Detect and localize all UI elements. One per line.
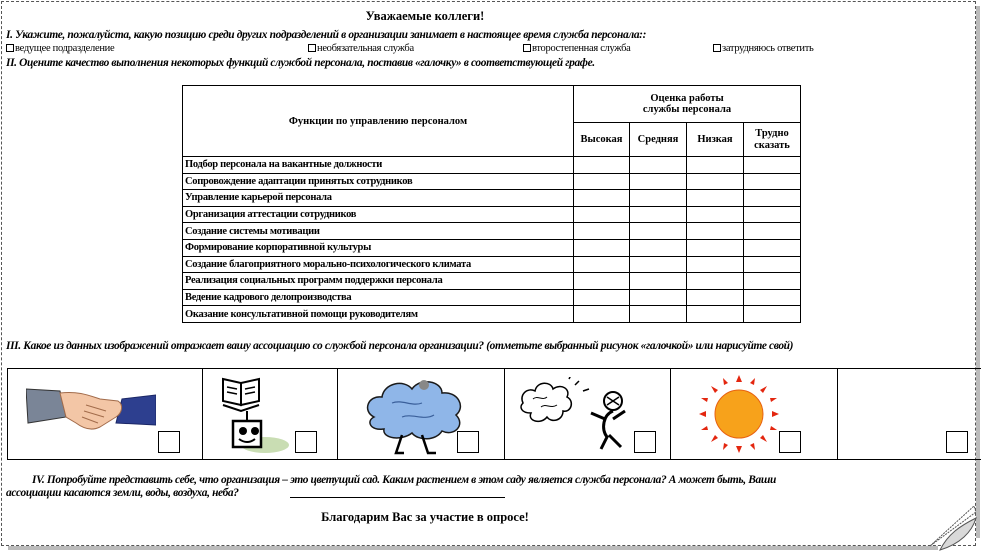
exploding-thoughts-icon	[517, 377, 637, 453]
table-row	[183, 173, 801, 190]
rating-cell[interactable]	[744, 239, 801, 256]
table-row	[183, 206, 801, 223]
reading-book-icon	[219, 375, 294, 455]
cloud-walking-icon	[362, 373, 472, 457]
rating-cell[interactable]	[744, 289, 801, 306]
rating-cell[interactable]	[687, 289, 744, 306]
picture-cell-handshake	[8, 369, 203, 460]
function-label: Сопровождение адаптации принятых сотрудников	[183, 173, 574, 190]
picture-checkbox[interactable]	[634, 431, 656, 453]
rating-cell[interactable]	[687, 157, 744, 174]
question-4-line1: IV. Попробуйте представить себе, что организация – это цветущий сад. Каким растением в этом саду является служба персонала? А может быть, Ваши	[32, 474, 776, 486]
sun-icon	[697, 373, 781, 455]
association-pictures	[7, 368, 981, 460]
rating-cell[interactable]	[574, 273, 630, 290]
function-label: Оказание консультативной помощи руководителям	[183, 306, 574, 323]
table-row	[183, 190, 801, 207]
option-secondary[interactable]: второстепенная служба	[523, 44, 631, 55]
rating-cell[interactable]	[574, 289, 630, 306]
rating-cell[interactable]	[574, 157, 630, 174]
table-row	[183, 306, 801, 323]
question-1: I. Укажите, пожалуйста, какую позицию среди других подразделений в организации занимает в настоящее время служба персонала::	[6, 29, 647, 41]
rating-cell[interactable]	[630, 173, 687, 190]
rating-cell[interactable]	[687, 306, 744, 323]
rating-cell[interactable]	[630, 223, 687, 240]
thanks-text: Благодарим Вас за участие в опросе!	[321, 510, 529, 524]
rating-cell[interactable]	[744, 206, 801, 223]
rating-cell[interactable]	[744, 223, 801, 240]
rating-cell[interactable]	[574, 256, 630, 273]
rating-cell[interactable]	[630, 239, 687, 256]
rating-cell[interactable]	[574, 223, 630, 240]
function-label: Ведение кадрового делопроизводства	[183, 289, 574, 306]
rating-cell[interactable]	[574, 306, 630, 323]
checkbox[interactable]	[308, 44, 316, 52]
picture-checkbox[interactable]	[295, 431, 317, 453]
rating-cell[interactable]	[687, 273, 744, 290]
rating-cell[interactable]	[687, 190, 744, 207]
table-row	[183, 289, 801, 306]
rating-cell[interactable]	[744, 157, 801, 174]
rating-cell[interactable]	[630, 206, 687, 223]
rating-cell[interactable]	[744, 273, 801, 290]
question-4-line2: ассоциации касаются земли, воды, воздуха, неба?	[6, 487, 239, 499]
rating-cell[interactable]	[574, 239, 630, 256]
table-row	[183, 239, 801, 256]
table-row	[183, 223, 801, 240]
function-label: Создание благоприятного морально-психологического климата	[183, 256, 574, 273]
rating-cell[interactable]	[630, 289, 687, 306]
table-row	[183, 157, 801, 174]
picture-cell-reading	[203, 369, 338, 460]
checkbox[interactable]	[523, 44, 531, 52]
option-optional[interactable]: необязательная служба	[308, 44, 414, 55]
checkbox[interactable]	[6, 44, 14, 52]
rating-cell[interactable]	[630, 273, 687, 290]
header-low: Низкая	[687, 123, 744, 157]
picture-cell-sun	[671, 369, 838, 460]
header-medium: Средняя	[630, 123, 687, 157]
rating-cell[interactable]	[574, 190, 630, 207]
picture-cell-own-drawing[interactable]	[838, 369, 981, 460]
rating-cell[interactable]	[630, 157, 687, 174]
function-label: Формирование корпоративной культуры	[183, 239, 574, 256]
rating-cell[interactable]	[744, 173, 801, 190]
answer-line[interactable]	[290, 497, 505, 498]
picture-cell-exploding	[505, 369, 671, 460]
header-functions: Функции по управлению персоналом	[183, 86, 574, 157]
picture-checkbox[interactable]	[158, 431, 180, 453]
rating-cell[interactable]	[687, 256, 744, 273]
page-curl-icon	[930, 506, 980, 551]
checkbox[interactable]	[713, 44, 721, 52]
rating-cell[interactable]	[687, 173, 744, 190]
question-3: III. Какое из данных изображений отражает вашу ассоциацию со службой персонала организации? (отметьте выбранный рисунок «галочкой» или нарисуйте свой)	[6, 340, 794, 352]
survey-title: Уважаемые коллеги!	[365, 9, 485, 23]
rating-cell[interactable]	[630, 256, 687, 273]
picture-checkbox[interactable]	[457, 431, 479, 453]
function-label: Подбор персонала на вакантные должности	[183, 157, 574, 174]
rating-cell[interactable]	[687, 239, 744, 256]
rating-cell[interactable]	[574, 173, 630, 190]
header-high: Высокая	[574, 123, 630, 157]
rating-cell[interactable]	[687, 206, 744, 223]
page-shadow-bottom	[8, 546, 938, 550]
picture-checkbox[interactable]	[779, 431, 801, 453]
rating-cell[interactable]	[744, 190, 801, 207]
table-row	[183, 273, 801, 290]
function-label: Создание системы мотивации	[183, 223, 574, 240]
rating-cell[interactable]	[574, 206, 630, 223]
header-hard-to-say: Трудно сказать	[744, 123, 801, 157]
rating-cell[interactable]	[744, 256, 801, 273]
table-row	[183, 256, 801, 273]
rating-cell[interactable]	[630, 190, 687, 207]
picture-checkbox[interactable]	[946, 431, 968, 453]
function-label: Реализация социальных программ поддержки персонала	[183, 273, 574, 290]
rating-cell[interactable]	[744, 306, 801, 323]
function-label: Организация аттестации сотрудников	[183, 206, 574, 223]
option-leading[interactable]: ведущее подразделение	[6, 44, 114, 55]
rating-table	[182, 85, 801, 323]
picture-cell-cloud	[338, 369, 505, 460]
question-2: II. Оцените качество выполнения некоторых функций службой персонала, поставив «галочку» в соответствующей графе.	[6, 57, 595, 69]
handshake-icon	[26, 377, 156, 437]
header-rating-group: Оценка работы службы персонала	[574, 86, 801, 123]
option-hard-to-say[interactable]: затрудняюсь ответить	[713, 44, 814, 55]
rating-cell[interactable]	[687, 223, 744, 240]
rating-cell[interactable]	[630, 306, 687, 323]
function-label: Управление карьерой персонала	[183, 190, 574, 207]
